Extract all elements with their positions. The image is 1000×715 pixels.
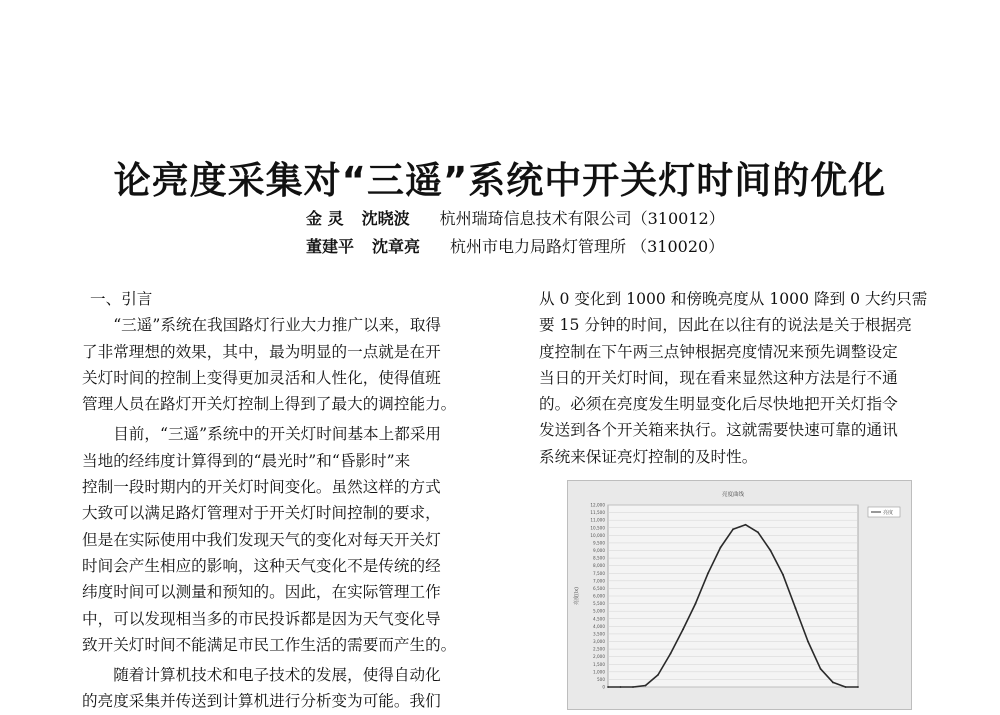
body-line: 度控制在下午两三点钟根据亮度情况来预先调整设定	[539, 342, 898, 361]
body-line: 系统来保证亮灯控制的及时性。	[539, 447, 758, 466]
data-point	[695, 603, 697, 605]
body-line: 时间会产生相应的影响，这种天气变化不是传统的经	[82, 556, 441, 575]
data-point	[807, 641, 809, 643]
data-point	[745, 524, 747, 526]
y-axis-label: 亮度(lx)	[574, 586, 580, 606]
y-tick-label: 7,500	[593, 570, 605, 576]
data-point	[732, 528, 734, 530]
y-tick-label: 500	[597, 676, 605, 682]
y-tick-label: 6,000	[593, 593, 605, 599]
y-tick-label: 6,500	[593, 585, 605, 591]
y-tick-label: 11,500	[590, 510, 605, 516]
author-names: 董建平 沈章亮	[306, 237, 421, 256]
y-tick-label: 12,000	[590, 502, 605, 508]
data-point	[670, 653, 672, 655]
right-column	[539, 286, 959, 470]
body-line: 关灯时间的控制上变得更加灵活和人性化，使得值班	[82, 368, 441, 387]
body-line: 了非常理想的效果，其中，最为明显的一点就是在开	[82, 342, 441, 361]
y-tick-label: 7,000	[593, 578, 605, 584]
body-line: 随着计算机技术和电子技术的发展，使得自动化	[113, 666, 441, 685]
body-line: 控制一段时期内的开关灯时间变化。虽然这样的方式	[82, 478, 441, 497]
data-point	[620, 686, 622, 688]
y-tick-label: 2,500	[593, 646, 605, 652]
author-affiliation: 杭州市电力局路灯管理所 （310020）	[450, 237, 725, 256]
body-line: 中，可以发现相当多的市民投诉都是因为天气变化导	[82, 609, 441, 628]
y-tick-label: 5,500	[593, 601, 605, 607]
body-line: 要 15 分钟的时间，因此在以往有的说法是关于根据亮	[539, 316, 912, 335]
paper-title: 论亮度采集对“三遥”系统中开关灯时间的优化	[113, 159, 887, 202]
y-tick-label: 11,000	[590, 517, 605, 523]
data-point	[857, 686, 859, 688]
data-point	[607, 686, 609, 688]
y-tick-label: 1,500	[593, 661, 605, 667]
data-point	[757, 531, 759, 533]
body-line: 当日的开关灯时间，现在看来显然这种方法是行不通	[539, 368, 898, 387]
y-tick-label: 4,000	[593, 623, 605, 629]
data-point	[845, 686, 847, 688]
data-point	[707, 572, 709, 574]
y-tick-label: 9,500	[593, 540, 605, 546]
body-line: 的亮度采集并传送到计算机进行分析变为可能。我们	[82, 692, 441, 711]
y-tick-label: 5,000	[593, 608, 605, 614]
section-heading: 一、引言	[90, 290, 153, 308]
y-tick-label: 2,000	[593, 654, 605, 660]
y-tick-label: 4,500	[593, 616, 605, 622]
body-line: 从 0 变化到 1000 和傍晚亮度从 1000 降到 0 大约只需	[539, 290, 928, 308]
body-line: 当地的经纬度计算得到的“晨光时”和“昏影时”来	[82, 451, 411, 470]
chart-title: 亮度曲线	[721, 492, 745, 498]
data-point	[820, 668, 822, 670]
legend-label: 亮度	[883, 510, 894, 516]
y-tick-label: 9,000	[593, 548, 605, 553]
y-tick-label: 0	[602, 684, 605, 690]
body-line: 的。必须在亮度发生明显变化后尽快地把开关灯指令	[539, 395, 898, 414]
body-line: “三遥”系统在我国路灯行业大力推广以来，取得	[113, 316, 442, 335]
y-tick-label: 3,500	[593, 631, 605, 637]
author-line-2	[306, 234, 724, 257]
data-point	[657, 674, 659, 676]
y-tick-label: 1,000	[593, 669, 605, 675]
brightness-chart	[568, 481, 911, 695]
body-line: 纬度时间可以测量和预知的。因此，在实际管理工作	[82, 583, 441, 602]
body-line: 发送到各个开关箱来执行。这就需要快速可靠的通讯	[539, 421, 898, 440]
author-line-1	[306, 206, 725, 229]
body-line: 管理人员在路灯开关灯控制上得到了最大的调控能力。	[82, 395, 457, 414]
y-tick-label: 3,000	[593, 639, 605, 644]
y-tick-label: 8,000	[593, 563, 605, 569]
body-line: 但是在实际使用中我们发现天气的变化对每天开关灯	[82, 530, 441, 549]
data-point	[782, 574, 784, 576]
body-line: 致开关灯时间不能满足市民工作生活的需要而产生的。	[82, 635, 457, 654]
data-point	[682, 628, 684, 630]
data-point	[832, 682, 834, 684]
data-point	[645, 685, 647, 687]
left-column	[82, 286, 502, 715]
y-tick-label: 10,000	[590, 532, 605, 538]
body-line: 目前，“三遥”系统中的开关灯时间基本上都采用	[113, 425, 442, 444]
y-tick-label: 8,500	[593, 555, 605, 561]
brightness-chart-figure	[567, 480, 912, 710]
y-tick-label: 10,500	[590, 525, 605, 531]
author-names: 金 灵 沈晓波	[306, 209, 410, 228]
body-line: 大致可以满足路灯管理对于开关灯时间控制的要求，	[82, 504, 441, 523]
data-point	[720, 547, 722, 549]
data-point	[770, 550, 772, 552]
data-point	[632, 686, 634, 688]
author-affiliation: 杭州瑞琦信息技术有限公司（310012）	[439, 209, 725, 228]
data-point	[795, 607, 797, 609]
